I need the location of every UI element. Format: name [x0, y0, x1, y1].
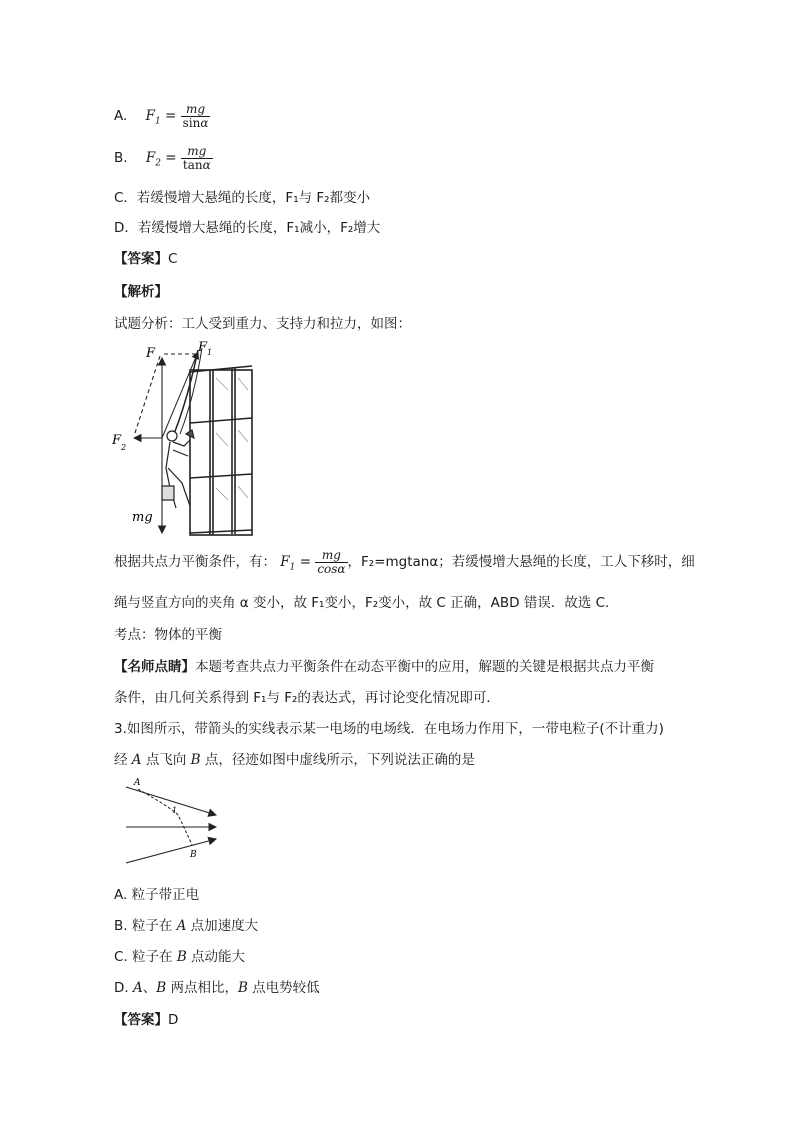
force-diagram-figure [110, 338, 260, 538]
option-c: C．若缓慢增大悬绳的长度，F₁与 F₂都变小 [114, 190, 371, 206]
window-grid [190, 366, 252, 535]
q3-option-d: D. A、B 两点相比，B 点电势较低 [114, 980, 320, 996]
option-label: B. [114, 150, 128, 167]
answer-line [114, 247, 177, 267]
rope [174, 350, 198, 434]
answer-value: C [168, 251, 178, 267]
answer-tag: 【答案】 [114, 251, 168, 267]
particle-trajectory [138, 789, 192, 845]
question-3-stem-2: 经 A 点飞向 B 点，径迹如图中虚线所示，下列说法正确的是 [114, 752, 475, 768]
teacher-note-line-2: 条件，由几何关系得到 F₁与 F₂的表达式，再讨论变化情况即可． [114, 690, 500, 706]
analysis-intro: 试题分析：工人受到重力、支持力和拉力，如图： [114, 316, 411, 332]
teacher-note-line-1: 【名师点睛】本题考查共点力平衡条件在动态平衡中的应用，解题的关键是根据共点力平衡 [114, 659, 654, 675]
option-d: D．若缓慢增大悬绳的长度，F₁减小，F₂增大 [114, 220, 381, 236]
label-point-a: A [134, 778, 141, 788]
option-b [114, 145, 213, 171]
analysis-line-2: 绳与竖直方向的夹角 α 变小，故 F₁变小，F₂变小，故 C 正确，ABD 错误．故选 C． [114, 595, 619, 611]
worker-figure [162, 430, 194, 508]
label-point-b: B [190, 850, 197, 860]
analysis-tag: 【解析】 [114, 284, 168, 300]
q3-answer-line: 【答案】D [114, 1012, 179, 1028]
option-label: A. [114, 108, 128, 125]
kaodian-line: 考点：物体的平衡 [114, 627, 222, 643]
equation-line: 根据共点力平衡条件，有： $F_1$ = $\frac{mg}{\cos\alpha}$ ，F₂=mgtanα；若缓慢增大悬绳的长度，工人下移时，细 [114, 548, 695, 576]
electric-field-figure [118, 775, 228, 870]
formula-fraction: $\frac{mg}{\sin\alpha}$ [182, 102, 209, 130]
label-1: 1 [172, 806, 178, 815]
label-f: F [146, 346, 156, 361]
q3-option-a: A. 粒子带正电 [114, 887, 200, 903]
field-line-bottom [126, 839, 216, 863]
label-f2: $F_2$ [112, 433, 127, 452]
label-mg: mg [132, 510, 153, 525]
q3-option-b: B. 粒子在 A 点加速度大 [114, 918, 259, 934]
question-3-stem-1: 3.如图所示，带箭头的实线表示某一电场的电场线．在电场力作用下，一带电粒子(不计重力) [114, 721, 664, 737]
equals-sign: = [165, 108, 177, 125]
formula-lhs: $F_1$ [145, 108, 161, 127]
equals-sign: = [165, 150, 177, 167]
formula-fraction: $\frac{mg}{\tan\alpha}$ [182, 144, 211, 172]
option-a [114, 103, 210, 129]
q3-option-c: C. 粒子在 B 点动能大 [114, 949, 246, 965]
label-f1: $F_1$ [198, 340, 213, 357]
field-line-top [126, 787, 216, 815]
formula-lhs: $F_2$ [145, 150, 161, 169]
formula-fraction: $\frac{mg}{\cos\alpha}$ [317, 548, 346, 576]
